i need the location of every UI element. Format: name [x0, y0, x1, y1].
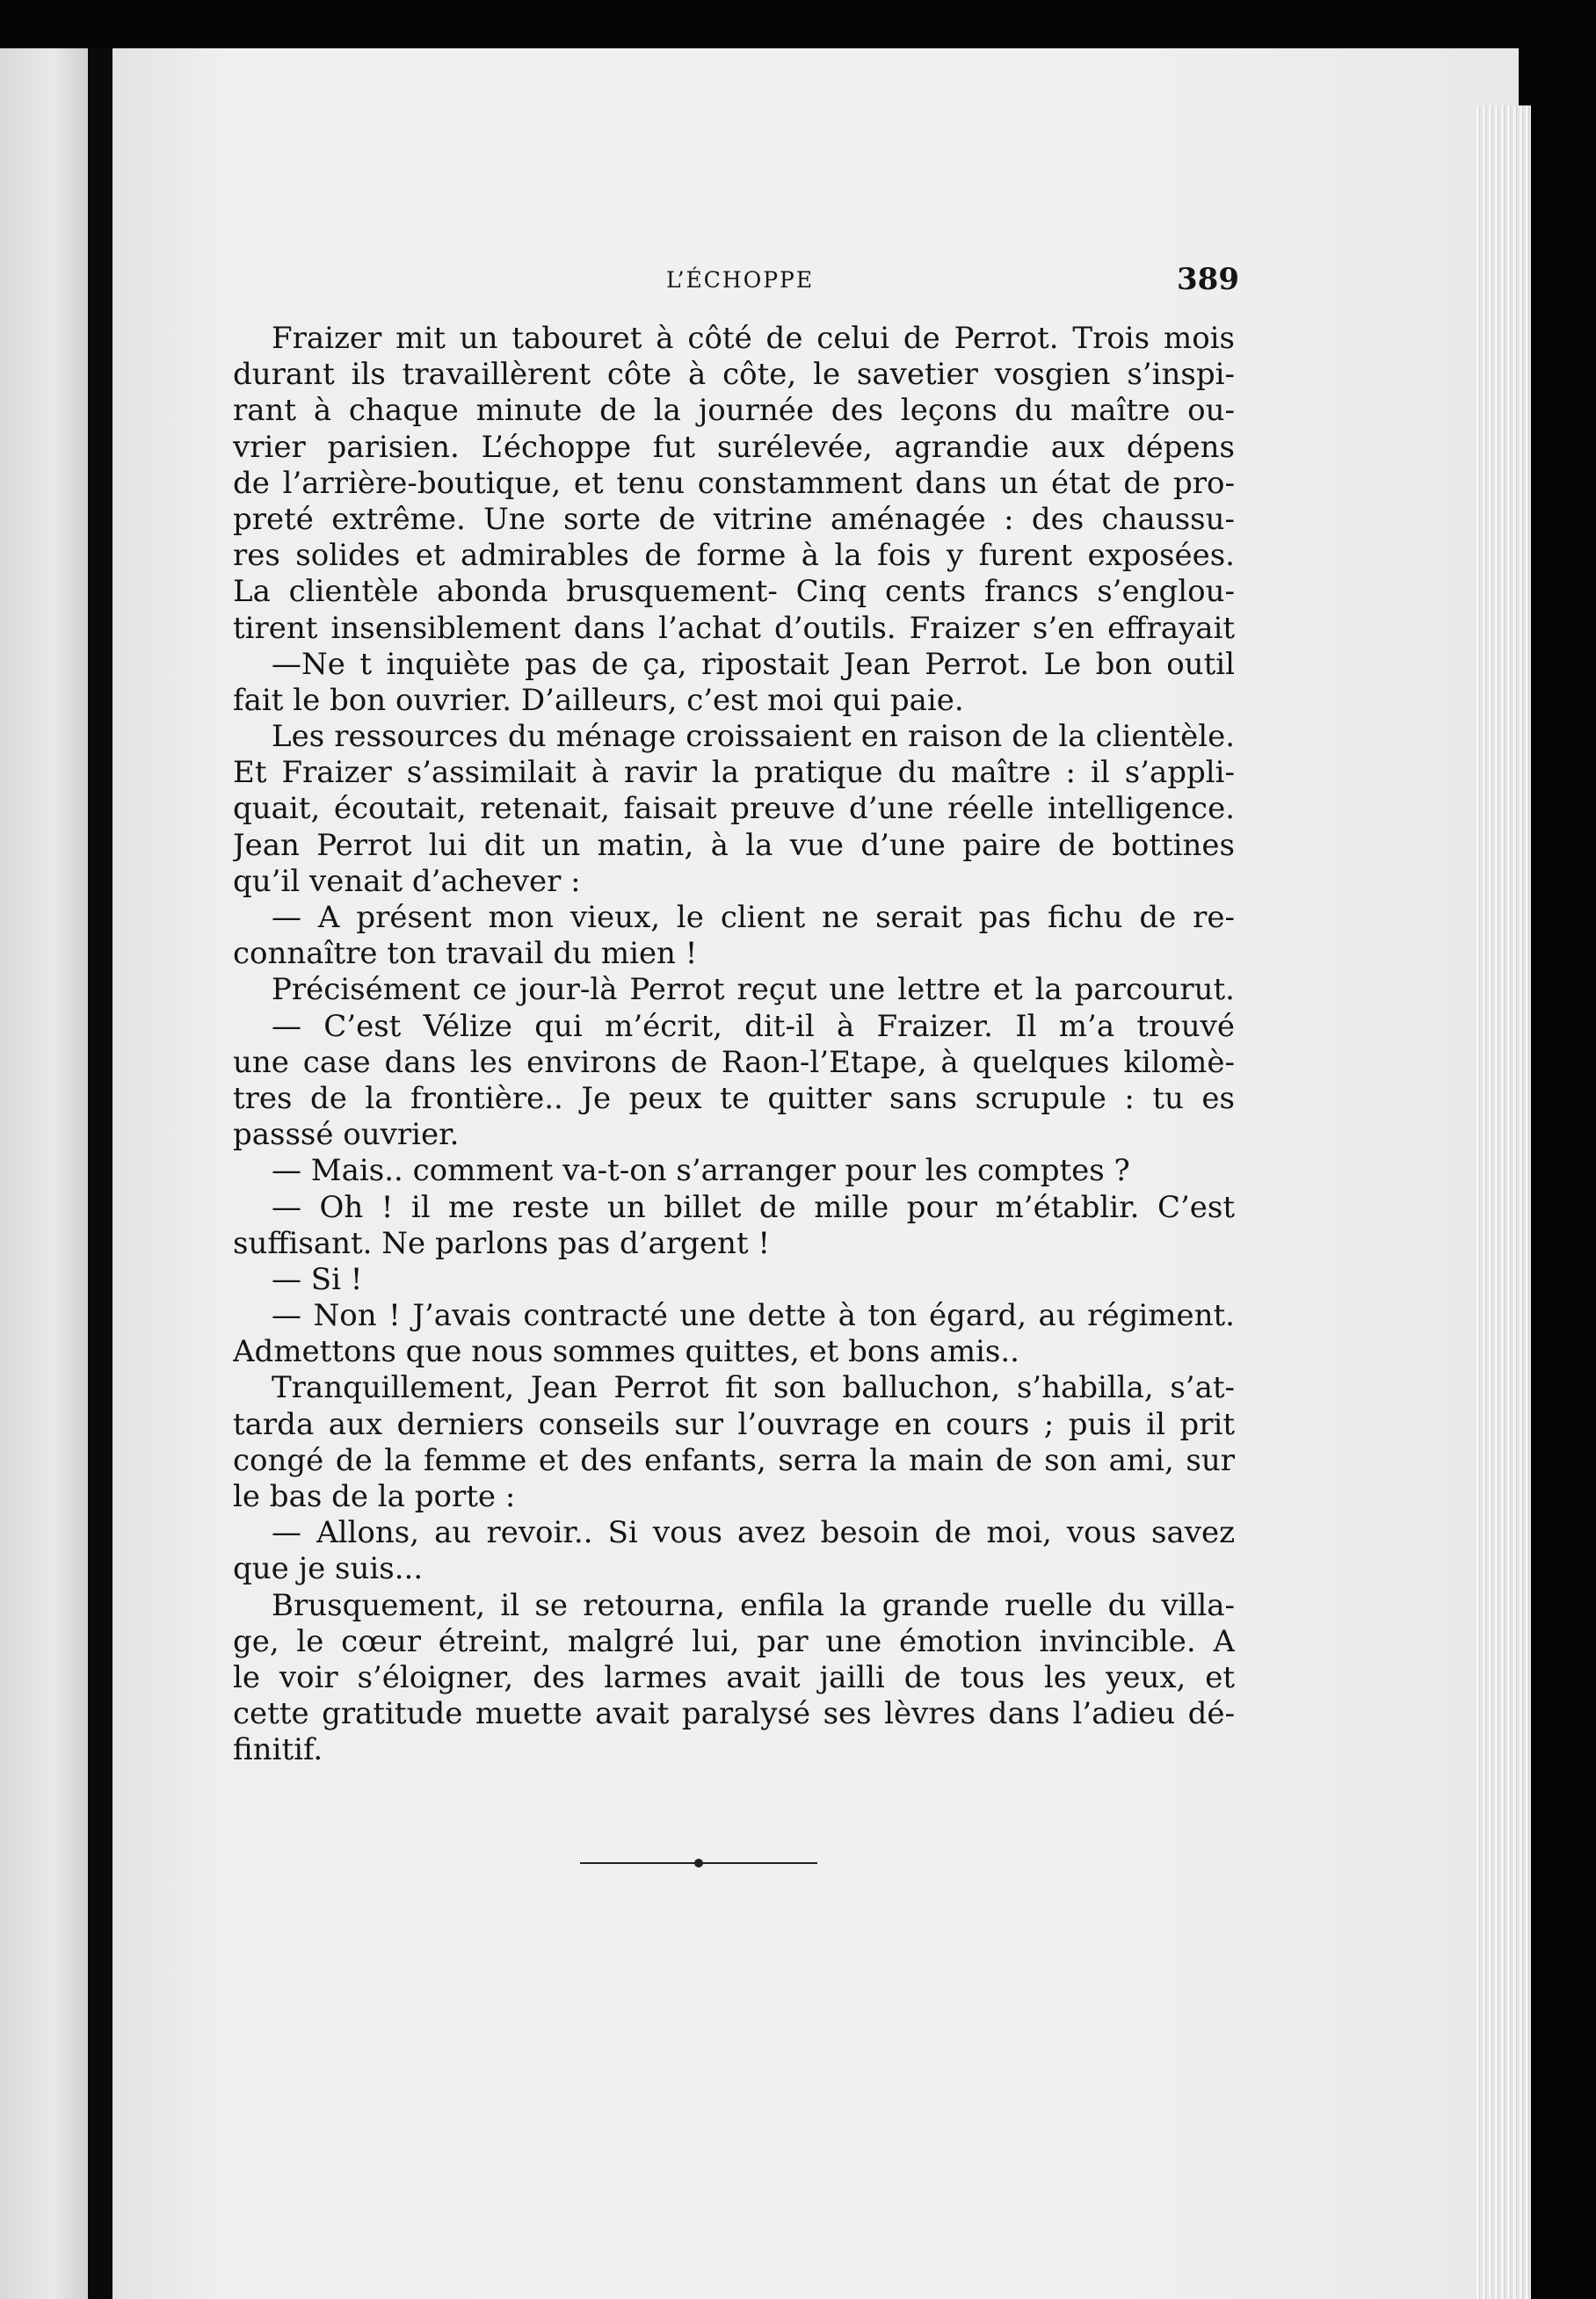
text-line: res solides et admirables de forme à la fois y furent exposées. — [233, 538, 1235, 574]
running-title: L’ÉCHOPPE — [666, 267, 815, 293]
text-line: une case dans les environs de Raon-l’Etape, à quelques kilomè- — [233, 1044, 1235, 1080]
page-header — [229, 262, 1239, 301]
text-line: qu’il venait d’achever : — [233, 863, 581, 899]
facing-page-edge — [0, 48, 88, 2299]
text-line: preté extrême. Une sorte de vitrine aménagée : des chaussu- — [233, 501, 1235, 537]
text-line: le voir s’éloigner, des larmes avait jailli de tous les yeux, et — [233, 1659, 1235, 1695]
text-line: —Ne t inquiète pas de ça, ripostait Jean Perrot. Le bon outil — [272, 646, 1235, 682]
text-line: Admettons que nous sommes quittes, et bons amis.. — [233, 1334, 1019, 1370]
text-line: le bas de la porte : — [233, 1479, 516, 1514]
text-line: Les ressources du ménage croissaient en raison de la clientèle. — [272, 719, 1235, 755]
page-edges — [1476, 105, 1531, 2299]
text-line: de l’arrière-boutique, et tenu constamment dans un état de pro- — [233, 465, 1235, 501]
text-line: que je suis... — [233, 1551, 424, 1587]
text-line: tres de la frontière.. Je peux te quitter sans scrupule : tu es — [233, 1080, 1235, 1116]
ornament-dot — [694, 1859, 703, 1867]
end-ornament — [580, 1858, 817, 1868]
text-line: Jean Perrot lui dit un matin, à la vue d’une paire de bottines — [233, 827, 1235, 863]
text-line: — Mais.. comment va-t-on s’arranger pour les comptes ? — [272, 1153, 1130, 1189]
page-number: 389 — [1177, 262, 1239, 297]
text-line: passsé ouvrier. — [233, 1117, 460, 1153]
book-gutter — [88, 48, 112, 2299]
text-line: tarda aux derniers conseils sur l’ouvrage en cours ; puis il prit — [233, 1406, 1235, 1442]
text-line: cette gratitude muette avait paralysé ses lèvres dans l’adieu dé- — [233, 1696, 1235, 1732]
text-line: tirent insensiblement dans l’achat d’outils. Fraizer s’en effrayait — [233, 610, 1235, 646]
text-line: — A présent mon vieux, le client ne serait pas fichu de re- — [272, 900, 1235, 935]
text-line: rant à chaque minute de la journée des leçons du maître ou- — [233, 393, 1235, 429]
text-line: Précisément ce jour-là Perrot reçut une lettre et la parcourut. — [272, 972, 1235, 1008]
text-line: suffisant. Ne parlons pas d’argent ! — [233, 1225, 771, 1261]
text-line: ge, le cœur étreint, malgré lui, par une émotion invincible. A — [233, 1623, 1235, 1659]
text-line: — Non ! J’avais contracté une dette à ton égard, au régiment. — [272, 1298, 1235, 1334]
text-line: Fraizer mit un tabouret à côté de celui de Perrot. Trois mois — [272, 321, 1235, 356]
text-line: quait, écoutait, retenait, faisait preuve d’une réelle intelligence. — [233, 791, 1235, 827]
text-line: vrier parisien. L’échoppe fut surélevée, agrandie aux dépens — [233, 429, 1235, 465]
text-line: — C’est Vélize qui m’écrit, dit-il à Fraizer. Il m’a trouvé — [272, 1008, 1235, 1044]
body-text — [233, 321, 1235, 1769]
text-line: Tranquillement, Jean Perrot fit son balluchon, s’habilla, s’at- — [272, 1370, 1235, 1406]
microfilm-border-right — [1531, 0, 1596, 2299]
text-line: Brusquement, il se retourna, enfila la grande ruelle du villa- — [272, 1587, 1235, 1623]
text-line: connaître ton travail du mien ! — [233, 936, 698, 972]
text-line: durant ils travaillèrent côte à côte, le savetier vosgien s’inspi- — [233, 357, 1235, 393]
text-line: — Oh ! il me reste un billet de mille pour m’établir. C’est — [272, 1189, 1235, 1225]
text-line: — Si ! — [272, 1261, 363, 1297]
text-line: La clientèle abonda brusquement- Cinq cents francs s’englou- — [233, 574, 1235, 610]
text-line: Et Fraizer s’assimilait à ravir la pratique du maître : il s’appli- — [233, 755, 1235, 791]
text-line: fait le bon ouvrier. D’ailleurs, c’est moi qui paie. — [233, 682, 964, 718]
text-line: finitif. — [233, 1732, 323, 1768]
text-line: congé de la femme et des enfants, serra la main de son ami, sur — [233, 1442, 1235, 1478]
text-line: — Allons, au revoir.. Si vous avez besoin de moi, vous savez — [272, 1515, 1235, 1551]
